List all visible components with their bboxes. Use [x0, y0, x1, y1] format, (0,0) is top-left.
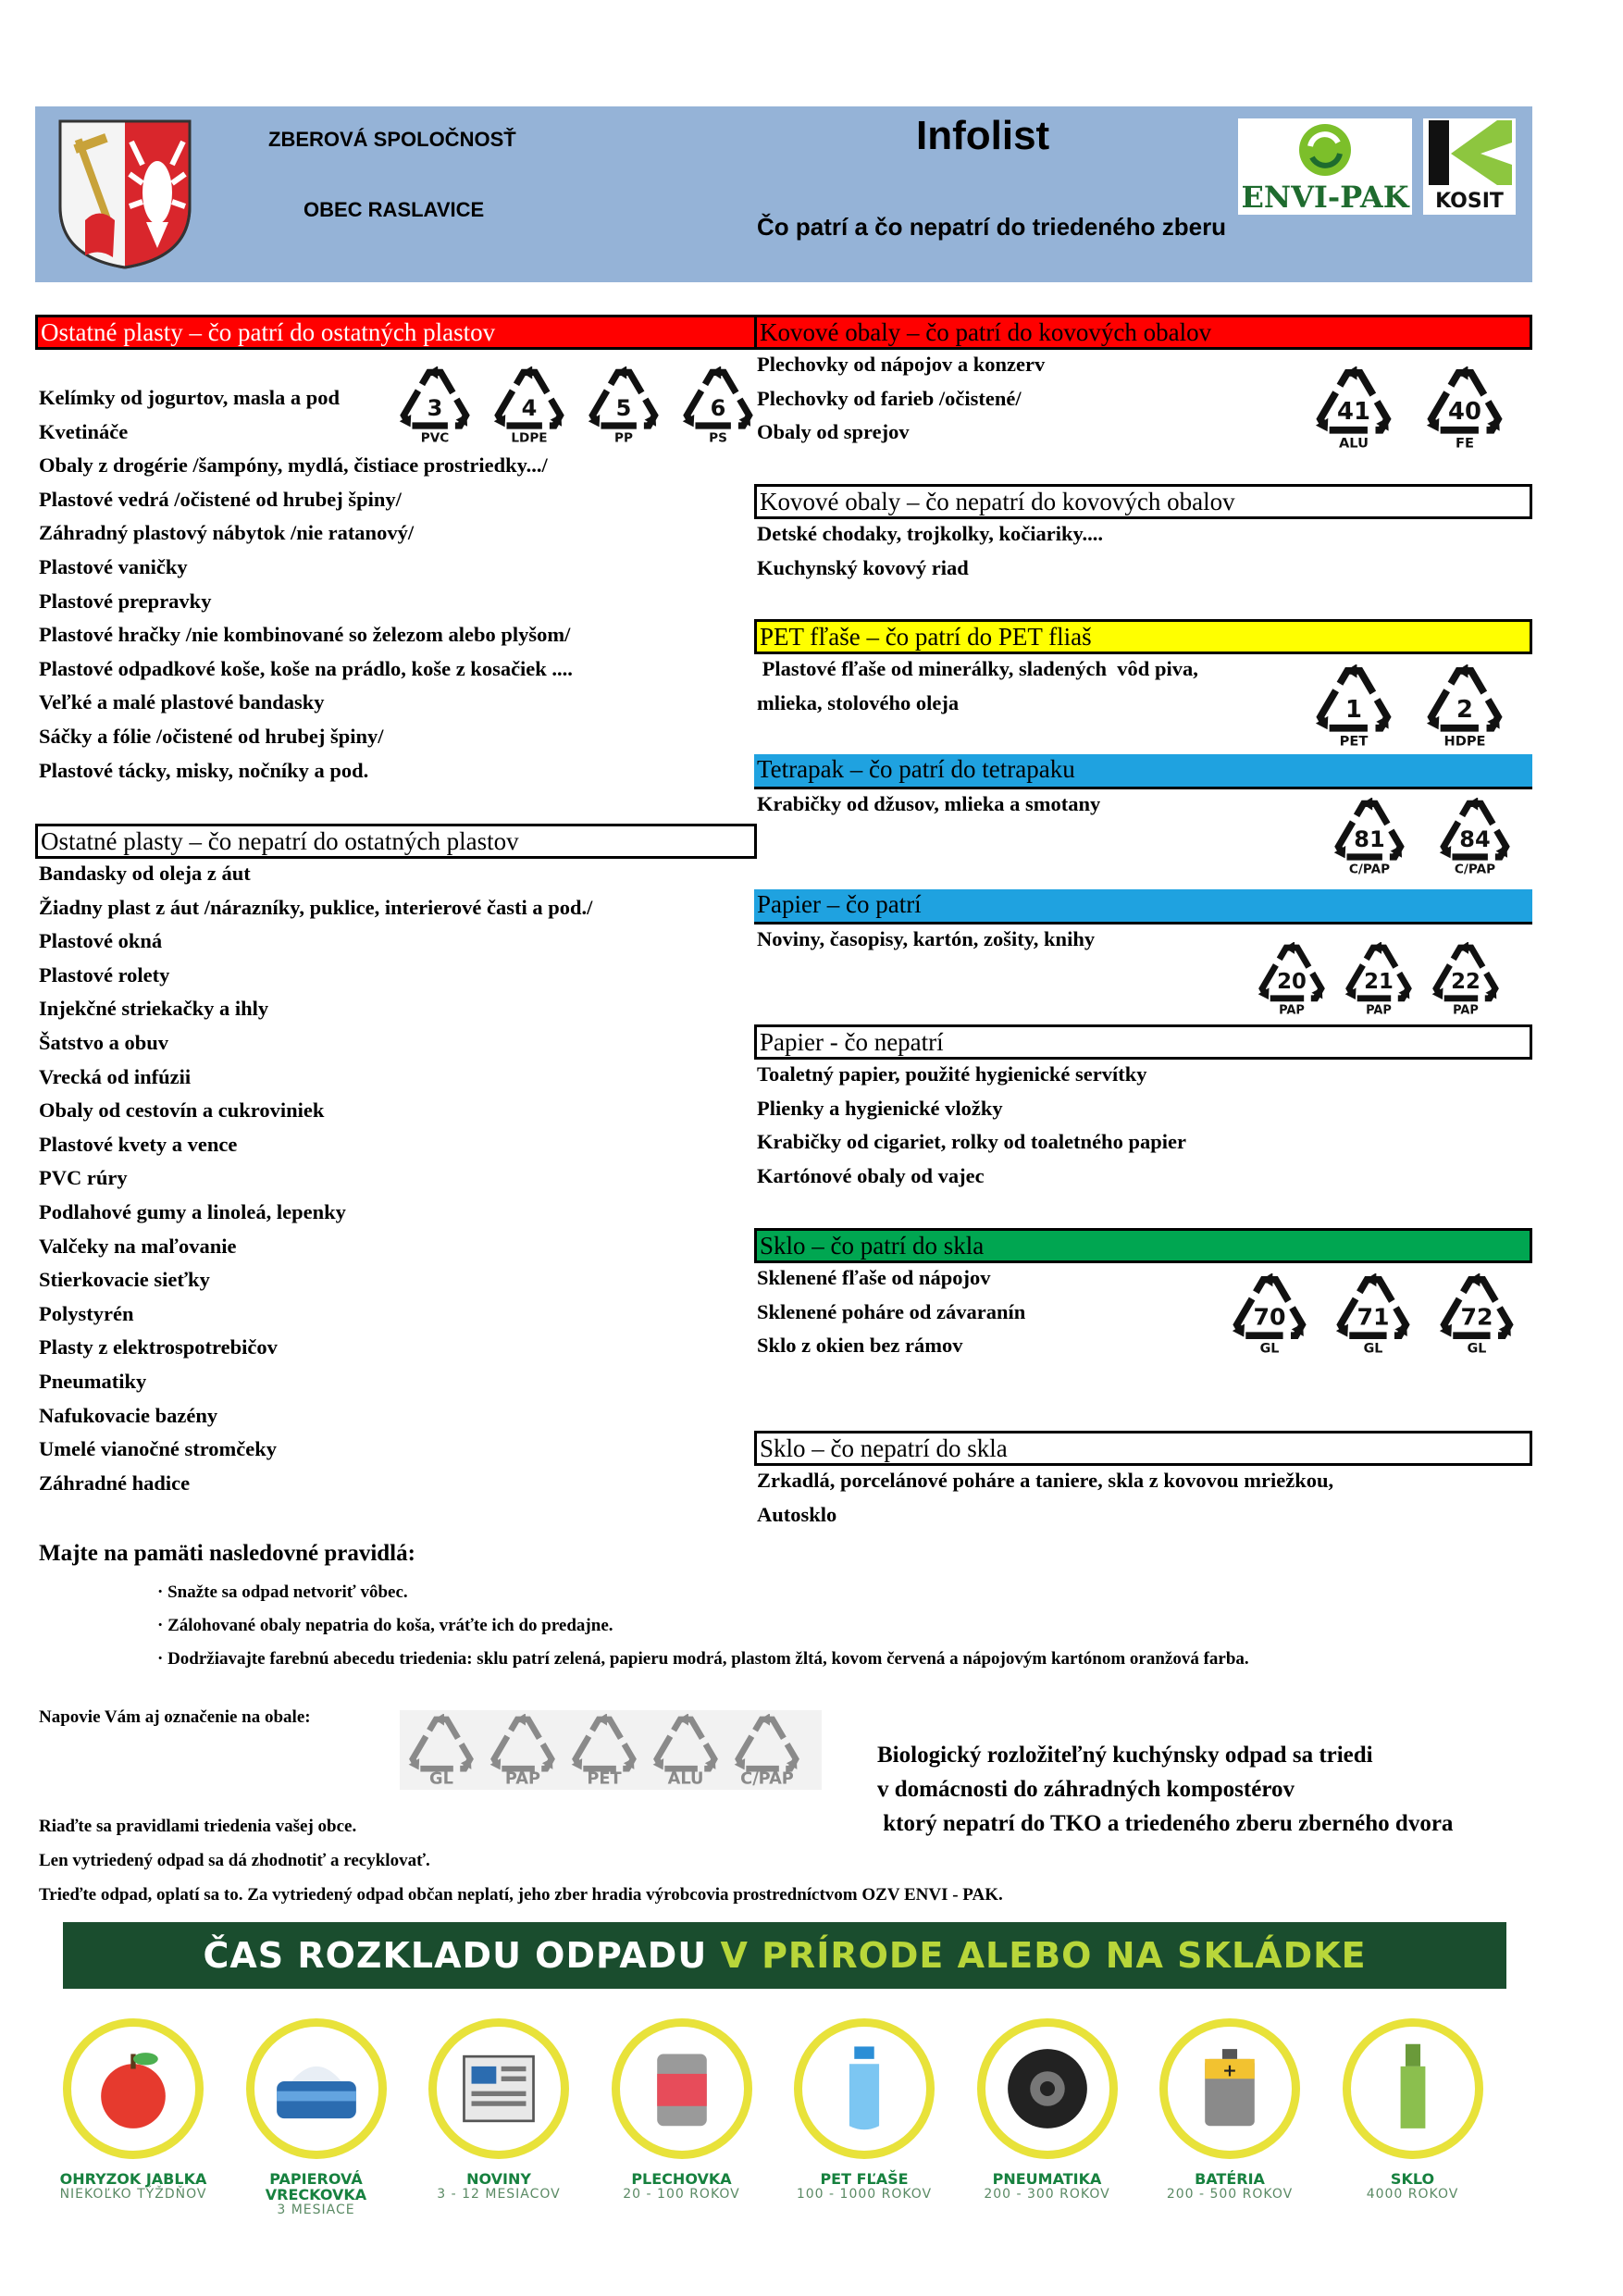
list-item: Plienky a hygienické vložky [757, 1096, 1003, 1120]
list-item: Umelé vianočné stromčeky [39, 1437, 278, 1461]
kosit-logo-text: KOSIT [1435, 190, 1504, 213]
list-item: Kvetináče [39, 419, 129, 443]
section-papier-out-heading: Papier - čo nepatrí [754, 1024, 1532, 1060]
symbol-number: 81 [1354, 825, 1385, 852]
list-item: Nafukovacie bazény [39, 1403, 218, 1427]
list-item: Obaly od sprejov [757, 420, 910, 444]
symbol-code: ALU [667, 1769, 704, 1786]
recycling-symbol-icon [587, 366, 661, 444]
list-item: Plastové hračky /nie kombinované so železom alebo plyšom/ [39, 623, 571, 647]
recycling-symbol-icon [1231, 1273, 1308, 1355]
papier-in-list [757, 923, 1095, 957]
pet-symbols [1314, 664, 1536, 748]
plast-out-list [39, 857, 592, 1500]
symbol-number: 2 [1456, 695, 1473, 724]
kov-in-list [757, 348, 1045, 450]
recycling-symbol-icon [570, 1714, 638, 1786]
symbol-code: C/PAP [740, 1769, 794, 1786]
symbol-number: 41 [1337, 397, 1370, 426]
sklo-out-list [757, 1464, 1333, 1532]
symbol-number: 21 [1364, 970, 1394, 995]
sklo-in-symbols [1231, 1273, 1542, 1355]
rule-item: · Snažte sa odpad netvoriť vôbec. [157, 1582, 408, 1602]
decay-item-name: BATÉRIA [1195, 2170, 1265, 2188]
section-sklo-out-heading: Sklo – čo nepatrí do skla [754, 1431, 1532, 1466]
footer-line: Trieďte odpad, oplatí sa to. Za vytriedený odpad občan neplatí, jeho zber hradia výrobcovia prostredníctvom OZV ENVI - PAK. [39, 1885, 1003, 1905]
recycling-symbol-icon [1438, 798, 1512, 875]
recycling-symbol-icon [1431, 942, 1501, 1016]
list-item: Sklo z okien bez rámov [757, 1334, 963, 1358]
symbol-number: 84 [1459, 825, 1491, 852]
recycling-symbol-icon [681, 366, 755, 444]
list-item: Podlahové gumy a linoleá, lepenky [39, 1199, 346, 1223]
list-item: Krabičky od cigariet, rolky od toaletného papier [757, 1130, 1186, 1154]
tetra-list [757, 788, 1100, 822]
tetra-symbols [1332, 798, 1543, 875]
kov-out-list [757, 517, 1103, 585]
symbol-number: 6 [710, 394, 726, 421]
municipality-label: OBEC RASLAVICE [304, 198, 485, 221]
decay-item-label [1320, 2171, 1505, 2203]
recycling-symbol-icon [1314, 664, 1394, 748]
list-item: Plastové kvety a vence [39, 1132, 238, 1156]
can-icon [612, 2018, 752, 2159]
footer-line: Riaďte sa pravidlami triedenia vašej obce. [39, 1817, 357, 1836]
symbol-number: 72 [1460, 1303, 1493, 1331]
list-item: Toaletný papier, použité hygienické servítky [757, 1062, 1147, 1086]
decay-item-label [772, 2171, 957, 2203]
decay-item-label [406, 2171, 591, 2203]
recycling-symbol-icon [489, 1714, 557, 1786]
symbol-number: 5 [615, 394, 632, 421]
decay-item-label [955, 2171, 1140, 2203]
symbol-number: 71 [1357, 1303, 1390, 1331]
battery-icon [1159, 2018, 1300, 2159]
recycling-symbol-icon [407, 1714, 476, 1786]
decay-item-name: NOVINY [466, 2170, 531, 2188]
recycling-symbol-icon [1314, 366, 1394, 450]
rule-item: · Dodržiavajte farebnú abecedu triedenia: sklu patrí zelená, papieru modrá, plastom žltá, kovom červená a nápojovým kartónom oranžová farba. [157, 1649, 1249, 1669]
section-plast-out-heading: Ostatné plasty – čo nepatrí do ostatných plastov [35, 824, 757, 859]
bio-line-3: ktorý nepatrí do TKO a triedeného zberu zberného dvora [877, 1811, 1454, 1836]
tissue-icon [246, 2018, 387, 2159]
list-item: Valčeky na maľovanie [39, 1234, 237, 1258]
list-item: Sáčky a fólie /očistené od hrubej špiny/ [39, 724, 384, 748]
list-item: Zrkadlá, porcelánové poháre a taniere, skla z kovovou mriežkou, [757, 1469, 1334, 1492]
symbol-code: C/PAP [1454, 862, 1496, 875]
recycling-symbol-icon [1332, 798, 1406, 875]
decay-item-time: NIEKOĽKO TÝŽDŇOV [59, 2187, 207, 2202]
symbol-code: PS [709, 430, 727, 444]
decay-item-name: OHRYZOK JABLKA [59, 2170, 207, 2188]
recycling-symbol-icon [733, 1714, 801, 1786]
pet-list [757, 652, 1198, 720]
list-item: Kartónové obaly od vajec [757, 1163, 985, 1187]
symbol-code: PAP [504, 1769, 541, 1786]
recycling-symbol-icon [1334, 1273, 1412, 1355]
section-papier-in-heading: Papier – čo patrí [754, 889, 1532, 925]
company-label: ZBEROVÁ SPOLOČNOSŤ [268, 128, 516, 151]
symbol-code: PAP [1279, 1003, 1305, 1016]
list-item: mlieka, stolového oleja [757, 690, 960, 714]
list-item: Detské chodaky, trojkolky, kočiariky.... [757, 522, 1104, 545]
papier-in-symbols [1257, 942, 1518, 1016]
rules-list [157, 1576, 1249, 1676]
list-item: Plasty z elektrospotrebičov [39, 1335, 278, 1359]
symbol-code: PAP [1366, 1003, 1392, 1016]
list-item: Plastové odpadkové koše, koše na prádlo, koše z kosačiek .... [39, 656, 573, 680]
section-plast-in-heading: Ostatné plasty – čo patrí do ostatných plastov [35, 315, 757, 350]
rules-heading: Majte na pamäti nasledovné pravidlá: [39, 1541, 415, 1566]
list-item: Plastové vedrá /očistené od hrubej špiny/ [39, 487, 402, 511]
decay-item-time: 20 - 100 ROKOV [623, 2187, 740, 2202]
decay-title-b: V PRÍRODE ALEBO NA SKLÁDKE [720, 1935, 1367, 1976]
section-pet-heading: PET fľaše – čo patrí do PET fliaš [754, 619, 1532, 654]
coat-of-arms-icon [57, 118, 192, 270]
envipak-logo-text: ENVI-PAK [1241, 180, 1409, 215]
symbol-number: 1 [1345, 695, 1362, 724]
list-item: Injekčné striekačky a ihly [39, 997, 269, 1021]
list-item: Plechovky od farieb /očistené/ [757, 386, 1022, 410]
recycling-symbol-icon [1344, 942, 1414, 1016]
section-kov-in-heading: Kovové obaly – čo patrí do kovových obalov [754, 315, 1532, 350]
decay-title-a: ČAS ROZKLADU ODPADU [203, 1935, 721, 1976]
list-item: Kelímky od jogurtov, masla a pod [39, 386, 341, 409]
section-tetra-heading: Tetrapak – čo patrí do tetrapaku [754, 754, 1532, 789]
list-item: Vrecká od infúzii [39, 1064, 192, 1088]
recycling-symbol-icon [1425, 664, 1505, 748]
decay-item-time: 4000 ROKOV [1366, 2187, 1459, 2202]
symbol-code: GL [1467, 1341, 1487, 1356]
list-item: Polystyrén [39, 1301, 134, 1325]
decay-item-label [1137, 2171, 1322, 2203]
symbol-code: C/PAP [1348, 862, 1391, 875]
decay-item-time: 200 - 500 ROKOV [1166, 2187, 1294, 2202]
symbol-code: PET [1339, 733, 1369, 749]
papier-out-list [757, 1058, 1186, 1193]
list-item: PVC rúry [39, 1166, 128, 1190]
list-item: Veľké a malé plastové bandasky [39, 690, 325, 714]
decay-item-name: PAPIEROVÁ VRECKOVKA [265, 2170, 367, 2203]
bio-line-2: v domácnosti do záhradných kompostérov [877, 1777, 1295, 1802]
list-item: Plastové vaničky [39, 554, 188, 578]
marking-symbols [400, 1710, 822, 1790]
tire-icon [977, 2018, 1118, 2159]
symbol-code: GL [1363, 1341, 1383, 1356]
decay-item-name: PET FĽAŠE [820, 2170, 909, 2188]
symbol-code: FE [1456, 435, 1474, 451]
list-item: Záhradný plastový nábytok /nie ratanový/ [39, 521, 415, 545]
list-item: Plastové tácky, misky, nočníky a pod. [39, 758, 369, 782]
decay-item-name: PNEUMATIKA [992, 2170, 1102, 2188]
decay-item-label [224, 2171, 409, 2218]
page-subtitle: Čo patrí a čo nepatrí do triedeného zberu [757, 213, 1227, 241]
list-item: Plastové rolety [39, 962, 170, 987]
symbol-number: 40 [1448, 397, 1481, 426]
envipak-logo [1238, 118, 1412, 215]
list-item: Žiadny plast z áut /nárazníky, puklice, interierové časti a pod./ [39, 895, 593, 919]
list-item: Sklenené fľaše od nápojov [757, 1266, 991, 1289]
symbol-number: 4 [521, 394, 538, 421]
list-item: Kuchynský kovový riad [757, 555, 969, 579]
sklo-in-list [757, 1261, 1025, 1363]
symbol-number: 22 [1451, 970, 1481, 995]
recycling-symbol-icon [1438, 1273, 1516, 1355]
decay-title [63, 1922, 1506, 1989]
decay-item-time: 200 - 300 ROKOV [984, 2187, 1110, 2202]
list-item: Stierkovacie sieťky [39, 1268, 210, 1292]
symbol-code: ALU [1339, 435, 1369, 451]
list-item: Bandasky od oleja z áut [39, 862, 251, 885]
list-item: Šatstvo a obuv [39, 1030, 169, 1054]
decay-item-name: PLECHOVKA [631, 2170, 732, 2188]
bio-line-1: Biologický rozložiteľný kuchýnsky odpad sa triedi [877, 1743, 1373, 1768]
list-item: Plastové fľaše od minerálky, sladených vôd piva, [757, 657, 1198, 680]
list-item: Plechovky od nápojov a konzerv [757, 353, 1046, 376]
recycling-symbol-icon [492, 366, 566, 444]
symbol-code: HDPE [1443, 733, 1486, 749]
list-item: Plastové prepravky [39, 589, 212, 613]
apple-icon [63, 2018, 204, 2159]
symbol-code: PVC [420, 430, 450, 444]
symbol-code: LDPE [511, 430, 548, 444]
list-item: Obaly od cestovín a cukroviniek [39, 1098, 325, 1123]
list-item: Obaly z drogérie /šampóny, mydlá, čistiace prostriedky.../ [39, 453, 548, 478]
recycling-symbol-icon [651, 1714, 720, 1786]
footer-line: Len vytriedený odpad sa dá zhodnotiť a recyklovať. [39, 1851, 430, 1870]
list-item: Plastové okná [39, 929, 163, 953]
kosit-logo [1423, 118, 1516, 215]
symbol-code: GL [1259, 1341, 1280, 1356]
recycling-symbol-icon [1257, 942, 1327, 1016]
page-title: Infolist [916, 113, 1050, 158]
list-item: Záhradné hadice [39, 1471, 191, 1495]
list-item: Noviny, časopisy, kartón, zošity, knihy [757, 927, 1096, 950]
recycling-symbol-icon [398, 366, 472, 444]
bottle-icon [794, 2018, 935, 2159]
list-item: Pneumatiky [39, 1369, 147, 1393]
newspaper-icon [428, 2018, 569, 2159]
list-item: Sklenené poháre od závaranín [757, 1299, 1026, 1323]
marking-label: Napovie Vám aj označenie na obale: [39, 1707, 311, 1727]
section-sklo-in-heading: Sklo – čo patrí do skla [754, 1228, 1532, 1263]
symbol-code: GL [429, 1769, 453, 1786]
glass-bottle-icon [1343, 2018, 1483, 2159]
symbol-number: 3 [427, 394, 443, 421]
svg-text:+: + [1222, 2061, 1237, 2081]
decay-item-name: SKLO [1390, 2170, 1435, 2188]
decay-item-label [589, 2171, 774, 2203]
symbol-code: PAP [1453, 1003, 1479, 1016]
symbol-code: PET [587, 1769, 622, 1786]
recycling-symbol-icon [1425, 366, 1505, 450]
list-item: Krabičky od džusov, mlieka a smotany [757, 792, 1101, 815]
symbol-number: 20 [1277, 970, 1307, 995]
list-item: Autosklo [757, 1502, 837, 1526]
rule-item: · Zálohované obaly nepatria do koša, vráťte ich do predajne. [157, 1616, 613, 1635]
decay-item-time: 3 - 12 MESIACOV [437, 2187, 561, 2202]
decay-item-label [41, 2171, 226, 2203]
decay-item-time: 3 MESIACE [277, 2203, 355, 2217]
symbol-number: 70 [1253, 1303, 1286, 1331]
section-kov-out-heading: Kovové obaly – čo nepatrí do kovových obalov [754, 484, 1532, 519]
kov-in-symbols [1314, 366, 1536, 450]
symbol-code: PP [614, 430, 633, 444]
plast-in-symbols [398, 366, 775, 444]
footer-text [39, 1809, 1003, 1912]
decay-item-time: 100 - 1000 ROKOV [796, 2187, 933, 2202]
